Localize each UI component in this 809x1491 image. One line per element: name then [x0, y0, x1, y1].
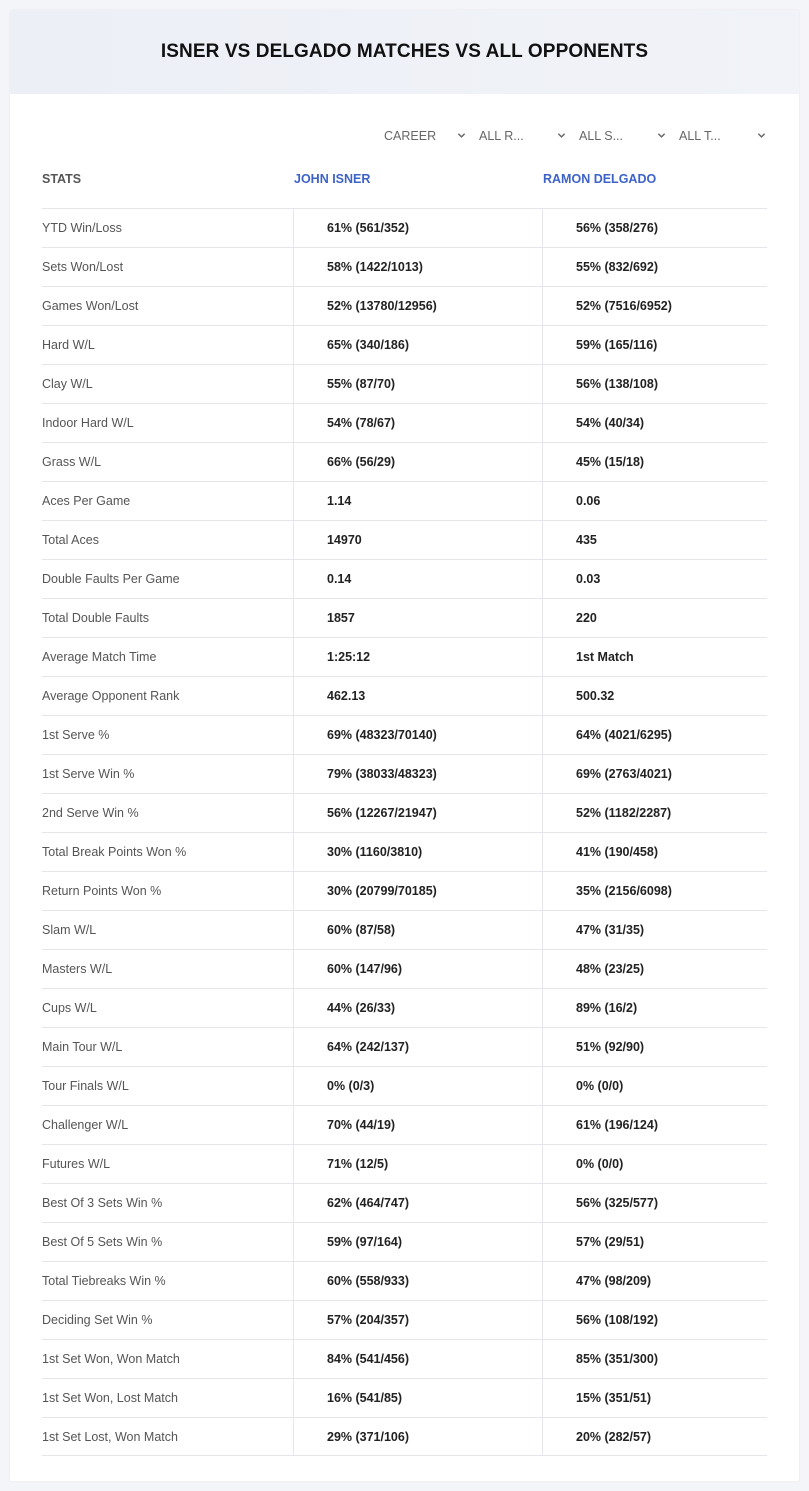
player2-value: 51% (92/90): [542, 1028, 767, 1066]
stat-label: Total Aces: [42, 533, 99, 547]
stat-label: Hard W/L: [42, 338, 95, 352]
player2-value: 0.03: [542, 560, 767, 598]
player2-value: 41% (190/458): [542, 833, 767, 871]
table-row: [42, 1339, 767, 1378]
player1-value: 84% (541/456): [293, 1340, 542, 1378]
player2-value: 56% (325/577): [542, 1184, 767, 1222]
chevron-down-icon: [657, 131, 666, 140]
player2-value: 56% (358/276): [542, 209, 767, 247]
stat-label: Masters W/L: [42, 962, 113, 976]
player1-value: 70% (44/19): [293, 1106, 542, 1144]
stat-label: Indoor Hard W/L: [42, 416, 134, 430]
table-row: [42, 1105, 767, 1144]
stat-label: 1st Serve %: [42, 728, 110, 742]
player2-value: 47% (31/35): [542, 911, 767, 949]
table-row: [42, 676, 767, 715]
table-row: [42, 1066, 767, 1105]
stat-label: Average Match Time: [42, 650, 157, 664]
player1-value: 57% (204/357): [293, 1301, 542, 1339]
player2-value: 1st Match: [542, 638, 767, 676]
stat-label: Total Break Points Won %: [42, 845, 187, 859]
chevron-down-icon: [757, 131, 766, 140]
player1-value: 30% (20799/70185): [293, 872, 542, 910]
stat-label: Games Won/Lost: [42, 299, 139, 313]
table-row: [42, 949, 767, 988]
stat-label: Double Faults Per Game: [42, 572, 180, 586]
player2-value: 52% (7516/6952): [542, 287, 767, 325]
table-row: [42, 247, 767, 286]
player2-value: 85% (351/300): [542, 1340, 767, 1378]
player2-value: 45% (15/18): [542, 443, 767, 481]
table-row: [42, 364, 767, 403]
player1-value: 60% (87/58): [293, 911, 542, 949]
rank-filter-select[interactable]: [479, 126, 566, 146]
player1-value: 29% (371/106): [293, 1418, 542, 1456]
table-row: [42, 1300, 767, 1339]
stat-label: Sets Won/Lost: [42, 260, 124, 274]
player1-value: 30% (1160/3810): [293, 833, 542, 871]
player1-value: 55% (87/70): [293, 365, 542, 403]
table-row: [42, 208, 767, 247]
player2-value: 220: [542, 599, 767, 637]
player2-value: 69% (2763/4021): [542, 755, 767, 793]
player2-value: 59% (165/116): [542, 326, 767, 364]
stat-label: Clay W/L: [42, 377, 93, 391]
player1-value: 56% (12267/21947): [293, 794, 542, 832]
table-row: [42, 442, 767, 481]
stat-label: YTD Win/Loss: [42, 221, 122, 235]
stat-label: Deciding Set Win %: [42, 1313, 153, 1327]
stat-label: Total Tiebreaks Win %: [42, 1274, 166, 1288]
stat-label: Total Double Faults: [42, 611, 150, 625]
player1-value: 16% (541/85): [293, 1379, 542, 1417]
player1-value: 60% (558/933): [293, 1262, 542, 1300]
player1-value: 65% (340/186): [293, 326, 542, 364]
player2-value: 57% (29/51): [542, 1223, 767, 1261]
table-row: [42, 1417, 767, 1456]
period-filter-select[interactable]: [384, 126, 466, 146]
player2-value: 435: [542, 521, 767, 559]
player1-value: 0.14: [293, 560, 542, 598]
stats-card: [10, 10, 799, 1481]
stat-label: Slam W/L: [42, 923, 97, 937]
player2-value: 48% (23/25): [542, 950, 767, 988]
surface-filter-select[interactable]: [579, 126, 666, 146]
stat-label: Futures W/L: [42, 1157, 111, 1171]
table-row: [42, 1027, 767, 1066]
table-row: [42, 1378, 767, 1417]
stat-label: Grass W/L: [42, 455, 102, 469]
stat-label: Best Of 5 Sets Win %: [42, 1235, 163, 1249]
stat-label: Main Tour W/L: [42, 1040, 123, 1054]
tournament-filter-label: ALL T...: [679, 129, 721, 143]
table-row: [42, 754, 767, 793]
period-filter-label: CAREER: [384, 129, 437, 143]
player1-value: 69% (48323/70140): [293, 716, 542, 754]
stat-label: 1st Serve Win %: [42, 767, 135, 781]
player1-value: 64% (242/137): [293, 1028, 542, 1066]
player1-value: 59% (97/164): [293, 1223, 542, 1261]
player1-value: 14970: [293, 521, 542, 559]
player1-value: 1857: [293, 599, 542, 637]
player2-value: 89% (16/2): [542, 989, 767, 1027]
player1-value: 52% (13780/12956): [293, 287, 542, 325]
table-row: [42, 403, 767, 442]
stat-label: Tour Finals W/L: [42, 1079, 129, 1093]
player1-value: 1:25:12: [293, 638, 542, 676]
table-row: [42, 481, 767, 520]
table-row: [42, 910, 767, 949]
table-row: [42, 559, 767, 598]
stat-label: Average Opponent Rank: [42, 689, 180, 703]
player1-value: 66% (56/29): [293, 443, 542, 481]
table-row: [42, 715, 767, 754]
page-title: ISNER VS DELGADO MATCHES VS ALL OPPONENTS: [160, 41, 649, 62]
table-row: [42, 793, 767, 832]
player1-value: 71% (12/5): [293, 1145, 542, 1183]
player2-value: 0.06: [542, 482, 767, 520]
table-row: [42, 520, 767, 559]
table-row: [42, 988, 767, 1027]
filter-bar: [10, 126, 799, 146]
table-row: [42, 1261, 767, 1300]
stat-label: Cups W/L: [42, 1001, 97, 1015]
table-row: [42, 325, 767, 364]
player1-value: 58% (1422/1013): [293, 248, 542, 286]
player1-value: 44% (26/33): [293, 989, 542, 1027]
chevron-down-icon: [457, 131, 466, 140]
table-header: [42, 170, 767, 208]
stat-label: Return Points Won %: [42, 884, 162, 898]
player2-value: 0% (0/0): [542, 1145, 767, 1183]
surface-filter-label: ALL S...: [579, 129, 624, 143]
player2-value: 35% (2156/6098): [542, 872, 767, 910]
table-row: [42, 286, 767, 325]
player1-value: 60% (147/96): [293, 950, 542, 988]
player2-value: 56% (138/108): [542, 365, 767, 403]
player2-value: 64% (4021/6295): [542, 716, 767, 754]
stat-label: 2nd Serve Win %: [42, 806, 139, 820]
table-row: [42, 1222, 767, 1261]
stat-label: 1st Set Won, Lost Match: [42, 1391, 178, 1405]
table-row: [42, 637, 767, 676]
player2-value: 15% (351/51): [542, 1379, 767, 1417]
table-row: [42, 871, 767, 910]
player2-value: 52% (1182/2287): [542, 794, 767, 832]
stats-table-body: [42, 208, 767, 1456]
player2-value: 500.32: [542, 677, 767, 715]
rank-filter-label: ALL R...: [479, 129, 524, 143]
player2-value: 55% (832/692): [542, 248, 767, 286]
stat-label: Aces Per Game: [42, 494, 131, 508]
stat-label: 1st Set Lost, Won Match: [42, 1430, 178, 1444]
player1-value: 54% (78/67): [293, 404, 542, 442]
player2-value: 47% (98/209): [542, 1262, 767, 1300]
stat-label: 1st Set Won, Won Match: [42, 1352, 180, 1366]
table-row: [42, 1183, 767, 1222]
player2-value: 20% (282/57): [542, 1418, 767, 1456]
player1-value: 0% (0/3): [293, 1067, 542, 1105]
player2-value: 0% (0/0): [542, 1067, 767, 1105]
table-row: [42, 598, 767, 637]
player1-value: 62% (464/747): [293, 1184, 542, 1222]
player1-value: 61% (561/352): [293, 209, 542, 247]
table-row: [42, 832, 767, 871]
player1-value: 1.14: [293, 482, 542, 520]
stat-label: Challenger W/L: [42, 1118, 129, 1132]
player1-value: 79% (38033/48323): [293, 755, 542, 793]
player2-value: 61% (196/124): [542, 1106, 767, 1144]
tournament-filter-select[interactable]: [679, 126, 766, 146]
player2-value: 54% (40/34): [542, 404, 767, 442]
player1-value: 462.13: [293, 677, 542, 715]
player2-link[interactable]: RAMON DELGADO: [543, 172, 657, 186]
player1-link[interactable]: JOHN ISNER: [294, 172, 371, 186]
table-row: [42, 1144, 767, 1183]
chevron-down-icon: [557, 131, 566, 140]
card-header: [10, 10, 799, 94]
stat-label: Best Of 3 Sets Win %: [42, 1196, 163, 1210]
player2-value: 56% (108/192): [542, 1301, 767, 1339]
stats-column-header: STATS: [42, 172, 82, 186]
